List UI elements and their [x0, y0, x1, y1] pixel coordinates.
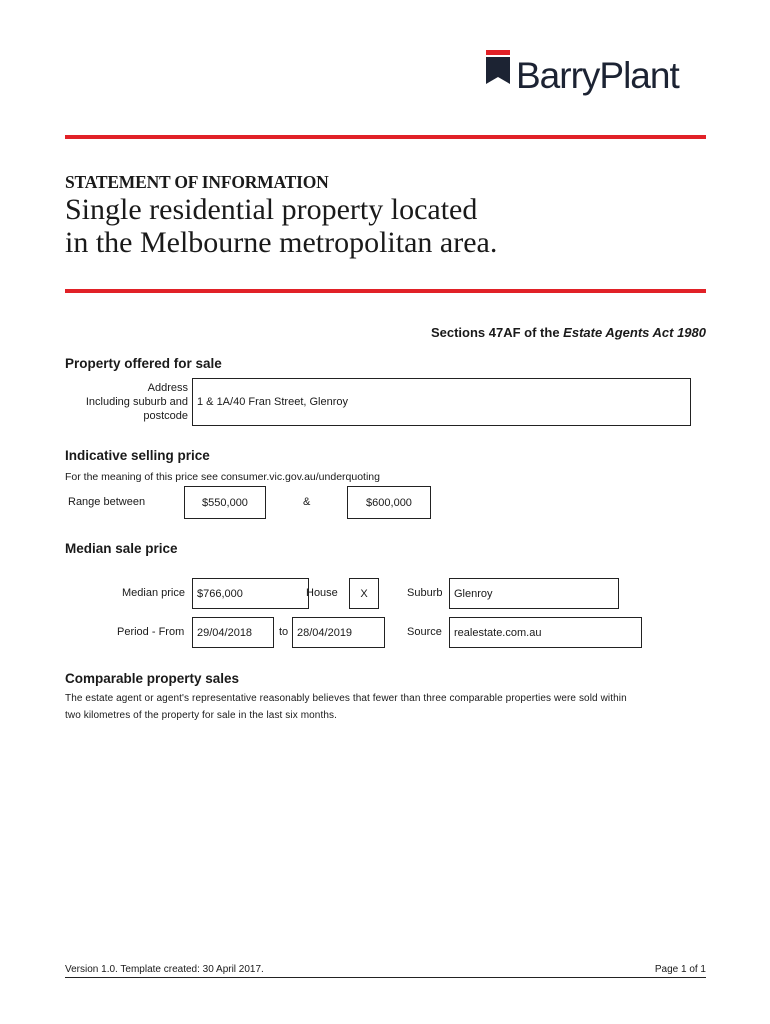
period-to-field[interactable]: 28/04/2019 — [292, 617, 385, 648]
suburb-label: Suburb — [407, 587, 443, 599]
source-label: Source — [407, 626, 442, 638]
address-label-line-3: postcode — [143, 410, 188, 422]
address-label — [70, 381, 188, 423]
legislation-act: Estate Agents Act 1980 — [563, 325, 706, 340]
address-label-line-1: Address — [147, 382, 188, 394]
range-ampersand: & — [303, 496, 311, 508]
period-to-label: to — [279, 626, 289, 638]
document-title — [65, 193, 665, 259]
range-label: Range between — [68, 496, 146, 508]
footer-divider — [65, 977, 706, 978]
comparable-line-2: two kilometres of the property for sale in the last six months. — [65, 710, 337, 721]
page-number: Page 1 of 1 — [654, 964, 706, 975]
comparable-heading: Comparable property sales — [65, 671, 240, 686]
comparable-line-1: The estate agent or agent's representative reasonably believes that fewer than three comparable properties were sold within — [65, 693, 627, 704]
title-divider — [65, 289, 706, 293]
top-divider — [65, 135, 706, 139]
indicative-heading: Indicative selling price — [65, 448, 210, 463]
median-price-label: Median price — [122, 587, 185, 599]
price-low-field[interactable]: $550,000 — [184, 486, 266, 519]
house-checkbox[interactable]: X — [349, 578, 379, 609]
suburb-field[interactable]: Glenroy — [449, 578, 619, 609]
template-version: Version 1.0. Template created: 30 April 2017. — [65, 964, 264, 975]
indicative-note: For the meaning of this price see consumer.vic.gov.au/underquoting — [65, 471, 380, 483]
legislation-prefix: Sections 47AF of the — [430, 325, 560, 340]
property-heading: Property offered for sale — [65, 356, 222, 371]
source-field[interactable]: realestate.com.au — [449, 617, 642, 648]
period-label: Period - From — [117, 626, 185, 638]
brand-name: BarryPlant — [516, 55, 679, 96]
property-type-label: House — [306, 587, 338, 599]
address-field[interactable]: 1 & 1A/40 Fran Street, Glenroy — [192, 378, 691, 426]
address-label-line-2: Including suburb and — [85, 396, 188, 408]
median-price-field[interactable]: $766,000 — [192, 578, 309, 609]
median-heading: Median sale price — [65, 541, 178, 556]
period-from-field[interactable]: 29/04/2018 — [192, 617, 274, 648]
price-high-field[interactable]: $600,000 — [347, 486, 431, 519]
legislation-reference — [431, 325, 706, 340]
title-line-1: Single residential property located — [65, 193, 478, 226]
flag-icon — [486, 50, 510, 86]
brand-logo — [486, 50, 679, 98]
document-kicker: STATEMENT OF INFORMATION — [65, 172, 329, 192]
title-line-2: in the Melbourne metropolitan area. — [65, 226, 498, 259]
comparable-paragraph — [65, 690, 715, 724]
